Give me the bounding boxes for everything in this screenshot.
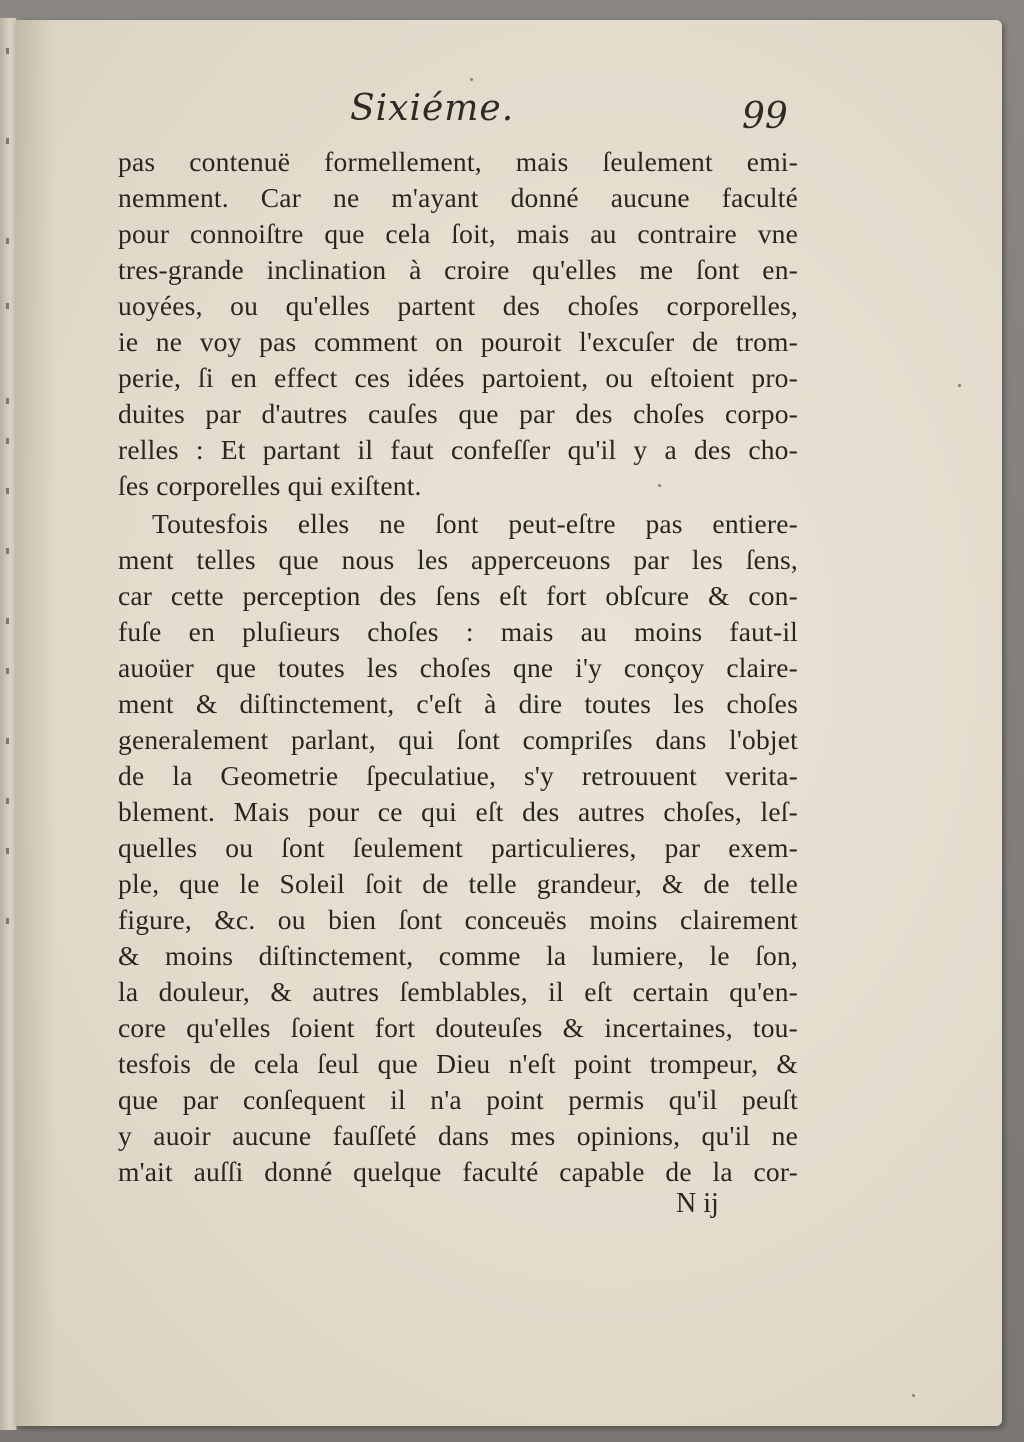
text-line: car cette perception des ſens eſt fort obſcure & con-: [118, 580, 798, 611]
edge-mark: [6, 238, 9, 244]
edge-mark: [6, 303, 9, 309]
text-line: y auoir aucune fauſſeté dans mes opinions, qu'il ne: [118, 1120, 798, 1151]
text-line: ment telles que nous les apperceuons par les ſens,: [118, 544, 798, 575]
text-line: ple, que le Soleil ſoit de telle grandeur, & de telle: [118, 868, 798, 899]
text-line: pour connoiſtre que cela ſoit, mais au contraire vne: [118, 218, 798, 249]
text-line: pas contenuë formellement, mais ſeulement emi-: [118, 146, 798, 177]
ink-speck: [912, 1394, 915, 1397]
edge-mark: [6, 848, 9, 854]
body-text: [118, 140, 808, 1200]
text-line: Toutesfois elles ne ſont peut-eſtre pas entiere-: [152, 508, 798, 539]
signature-mark: N ij: [676, 1188, 719, 1219]
text-line: generalement parlant, qui ſont compriſes dans l'objet: [118, 724, 798, 755]
text-line: auoüer que toutes les choſes qne i'y conçoy claire-: [118, 652, 798, 683]
edge-mark: [6, 798, 9, 804]
running-head: [0, 0, 1024, 140]
edge-mark: [6, 438, 9, 444]
text-line: tres-grande inclination à croire qu'elles me ſont en-: [118, 254, 798, 285]
text-line: ment & diſtinctement, c'eſt à dire toutes les choſes: [118, 688, 798, 719]
running-title: Sixiéme.: [350, 88, 515, 129]
ink-speck: [958, 384, 961, 387]
text-line: la douleur, & autres ſemblables, il eſt certain qu'en-: [118, 976, 798, 1007]
text-line: duites par d'autres cauſes que par des choſes corpo-: [118, 398, 798, 429]
left-page-edge: [0, 18, 17, 1430]
text-line: blement. Mais pour ce qui eſt des autres choſes, leſ-: [118, 796, 798, 827]
edge-mark: [6, 548, 9, 554]
edge-mark: [6, 488, 9, 494]
text-line: nemment. Car ne m'ayant donné aucune faculté: [118, 182, 798, 213]
text-line: uoyées, ou qu'elles partent des choſes corporelles,: [118, 290, 798, 321]
ink-speck: [470, 78, 473, 81]
edge-mark: [6, 918, 9, 924]
ink-speck: [658, 484, 661, 487]
text-line: ſes corporelles qui exiſtent.: [118, 470, 422, 501]
text-line: ie ne voy pas comment on pouroit l'excuſer de trom-: [118, 326, 798, 357]
text-line: core qu'elles ſoient fort douteuſes & incertaines, tou-: [118, 1012, 798, 1043]
text-line: tesfois de cela ſeul que Dieu n'eſt point trompeur, &: [118, 1048, 798, 1079]
text-line: quelles ou ſont ſeulement particulieres, par exem-: [118, 832, 798, 863]
edge-mark: [6, 618, 9, 624]
text-line: fuſe en pluſieurs choſes : mais au moins faut-il: [118, 616, 798, 647]
text-line: que par conſequent il n'a point permis qu'il peuſt: [118, 1084, 798, 1115]
text-line: m'ait auſſi donné quelque faculté capable de la cor-: [118, 1156, 798, 1187]
edge-mark: [6, 398, 9, 404]
text-line: perie, ſi en effect ces idées partoient, ou eſtoient pro-: [118, 362, 798, 393]
page-number: 99: [742, 96, 788, 137]
edge-mark: [6, 668, 9, 674]
text-line: figure, &c. ou bien ſont conceuës moins clairement: [118, 904, 798, 935]
edge-mark: [6, 738, 9, 744]
text-line: de la Geometrie ſpeculatiue, s'y retrouuent verita-: [118, 760, 798, 791]
text-line: & moins diſtinctement, comme la lumiere, le ſon,: [118, 940, 798, 971]
text-line: relles : Et partant il faut confeſſer qu'il y a des cho-: [118, 434, 798, 465]
